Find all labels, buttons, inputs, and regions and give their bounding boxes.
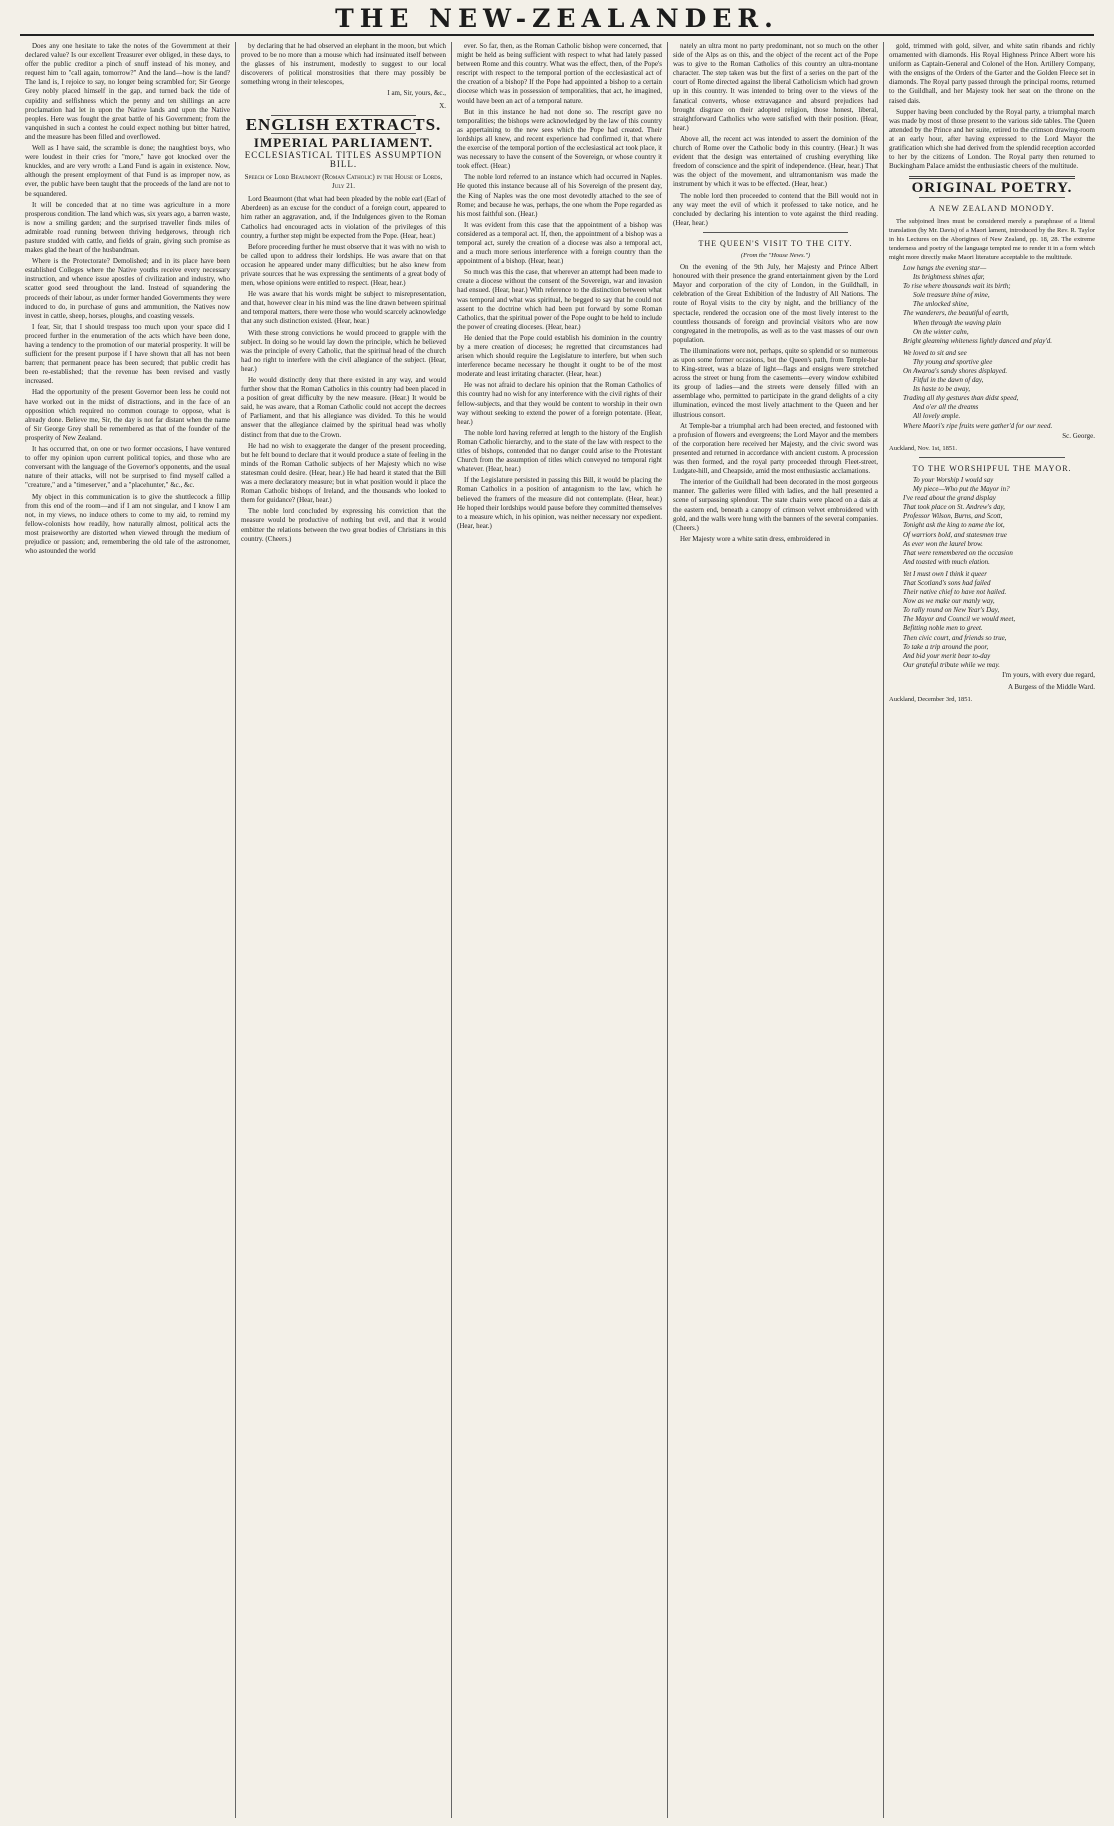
section-subheading: IMPERIAL PARLIAMENT.: [253, 134, 434, 150]
paragraph: If the Legislature persisted in passing this Bill, it would be placing the Roman Catholics in a position of antagonism to the law, which he believed the framers of the measure did not contemplate. (Hear, hear.) He hoped their lordships would pause before they committed themselves to a measure which, in his opinion, was neither necessary nor expedient. (Hear, hear.): [457, 476, 662, 530]
paragraph: Lord Beaumont (that what had been pleaded by the noble earl (Earl of Aberdeen) as an excuse for the conduct of a foreign court, appeared to him rather an aggravation, and, if the Indulgences given to the Roman Catholics had encouraged acts in violation of the privileges of this country, a further step might be expected from the Pope. (Hear, hear.): [241, 195, 446, 240]
column-5: [884, 42, 1100, 1818]
paragraph: I fear, Sir, that I should trespass too much upon your space did I proceed further in the enumeration of the acts which have been done, having a tendency to the promotion of our material prosperity. It will be sufficient for the present purpose if I have shown that all has not been barren; that permanent peace has been secured; that public credit has been re-established; that the revenue has been revised and vastly increased.: [25, 322, 230, 386]
paragraph: It was evident from this case that the appointment of a bishop was considered as a temporal act. If, then, the appointment of a bishop was a temporal act, surely the creation of a diocese was also a temporal act, and a much more serious interference with a foreign country than the appointment of a bishop. (Hear, hear.): [457, 220, 662, 266]
column-3: [452, 42, 668, 1818]
poem-line: Now as we make our manly way,: [903, 597, 995, 606]
poem-line: That took place on St. Andrew's day,: [903, 503, 1005, 512]
poem-line: To your Worship I would say: [913, 475, 994, 484]
article-heading: THE QUEEN'S VISIT TO THE CITY.: [698, 238, 853, 248]
poem-line: And bid your merit bear to-day: [903, 651, 991, 660]
poem-line: Thy young and sportive glee: [913, 357, 993, 366]
paragraph: nately an ultra mont no party predominant, not so much on the other side of the Alps as on this, and the object of the recent act of the Pope was to give to the Roman Catholics of this country an ultra-montane character. The step taken was but the first of a series on the part of the court of Rome directed against the liberal Catholicism which had grown up in this country. It was intended to bring over to the views of the fanatical converts, whose extravagance and absurd prejudices had brought disgrace on their adopted religion, those honest, liberal, straightforward Catholics who were satisfied with their position. (Hear, hear.): [673, 42, 878, 132]
paragraph: The noble lord referred to an instance which had occurred in Naples. He quoted this instance because all of his Sovereign of the present day, the King of Naples was the one most devotedly attached to the see of Rome; and because he was, perhaps, the one whom the Pope regarded as his most faithful son. (Hear.): [457, 173, 662, 218]
paragraph: With these strong convictions he would proceed to grapple with the subject. In doing so he would lay down the principle, which he believed was the principle of every Catholic, that the spiritual head of the church had no right to interfere with the civil allegiance of the subject. (Hear, hear.): [241, 328, 446, 373]
poem-line: Fitful in the dawn of day,: [913, 376, 984, 385]
article-heading: ECCLESIASTICAL TITLES ASSUMPTION BILL.: [244, 149, 443, 169]
paragraph: Above all, the recent act was intended to assert the dominion of the church of Rome over the Catholic body in this country. (Hear.) It was evident that the design was entertained of crushing everything like freedom of conscience and the spirit of independence. (Hear, hear.) That was the object of the movement, and ultramontanism was made the instrument by which it was to be effected. (Hear, hear.): [673, 134, 878, 189]
paragraph: He had no wish to exaggerate the danger of the present proceeding, but he felt bound to declare that it would produce a state of feeling in the minds of the Roman Catholic subjects of her Majesty which no wise statesman could desire. (Hear, hear.) He had heard it stated that the Bill was a mere declaratory measure; but in what position would it place the Roman Catholic bishops of Ireland, and the thousands who looked to them for guidance? (Hear, hear.): [241, 441, 446, 505]
paragraph: It has occurred that, on one or two former occasions, I have ventured to offer my opinion upon current political topics, and those who are conversant with the language of the Governor's opponents, and the usual nature of their attacks, will not be surprised to find myself called a "creature," and a "timeserver," and a "placehunter," &c., &c.: [25, 445, 230, 490]
paragraph: My object in this communication is to give the shuttlecock a fillip from this end of the room—and if I am not singular, and I know I am not, in my views, no induce others to come to my aid, to remind my fellow-colonists how readily, how naturally almost, political acts the most praiseworthy are distorted when viewed through the medium of prejudice or passion; and, remembering the old tale of the astronomer, who astounded the world: [25, 492, 230, 556]
article-credit: (From the "House News."): [740, 251, 811, 259]
section-heading: ENGLISH EXTRACTS.: [245, 114, 442, 134]
poem-line: To take a trip around the poor,: [903, 642, 989, 651]
poem-line: To rally round on New Year's Day,: [903, 606, 1000, 615]
poem-line: On the winter calm,: [913, 327, 969, 336]
poem-body: [889, 476, 1095, 670]
poem-line: Befitting noble men to greet.: [903, 624, 983, 633]
paragraph: The noble lord concluded by expressing his conviction that the measure would be productive of nothing but evil, and that it would embitter the relations between the two great bodies of Christians in this country. (Cheers.): [241, 507, 446, 543]
poem-title: A NEW ZEALAND MONODY.: [929, 204, 1055, 214]
paragraph: The noble lord having referred at length to the history of the English Roman Catholic hierarchy, and to the state of the law with respect to the titles of bishops, contended that no danger could arise to the Protestant Church from the assumption of titles which conveyed no temporal right whatever. (Hear, hear.): [457, 428, 662, 474]
paragraph: At Temple-bar a triumphal arch had been erected, and festooned with a profusion of flowers and evergreens; the Lord Mayor and the members of the corporation here received her Majesty, and the civic sword was presented and returned in accordance with ancient custom. A procession was then formed, and the royal party proceeded through Fleet-street, Ludgate-hill, and Cheapside, amid the most enthusiastic acclamations.: [673, 421, 878, 476]
poem-line: Our grateful tribute while we may.: [903, 660, 1000, 669]
divider: [703, 232, 848, 233]
poem-line: The Mayor and Council we would meet,: [903, 615, 1016, 624]
divider: [919, 457, 1065, 458]
paragraph: It will be conceded that at no time was agriculture in a more prosperous condition. The land which was, six years ago, a barren waste, is now a smiling garden; and the surprised traveller finds miles of admirable road running between thriving hedgerows, through rich pasture studded with cattle, and fields of grain, giving such promise as makes glad the heart of the husbandman.: [25, 200, 230, 255]
column-2: [236, 42, 452, 1818]
paragraph: Supper having been concluded by the Royal party, a triumphal march was made by most of those present to the various side tables. The Queen attended by the Prince and her suite, retired to the crimson drawing-room at an early hour, after having expressed to the Lord Mayor the gratification which she had derived from the splendid reception accorded to her by the citizens of London. The Royal party then returned to Buckingham Palace amidst the enthusiastic cheers of the multitude.: [889, 107, 1095, 171]
paragraph: He was not afraid to declare his opinion that the Roman Catholics of this country had no wish for any interference with the civil rights of their fellow-subjects, and that they would be content to worship in their own way without seeking to extend the power of a foreign potentate. (Hear, hear.): [457, 381, 662, 426]
paragraph: Well as I have said, the scramble is done; the naughtiest boys, who were loudest in their cries for "more," have got knocked over the knuckles, and are very wroth: a Land Fund is again in existence. Now, although the present employment of that Fund is as improper now, as ever, the public have been taught that the proceeds of the land are not to be squandered.: [25, 144, 230, 198]
divider: [919, 197, 1065, 198]
paragraph: So much was this the case, that wherever an attempt had been made to create a diocese without the consent of the Sovereign, war and invasion had ensued. (Hear, hear.) With reference to the distinction between what was temporal and what was spiritual, he begged to say that he could not assent to the doctrine which had been put forward by some Roman Catholics, that the spiritual power of the Pope ought to be held to include the power of creating dioceses. (Hear, hear.): [457, 268, 662, 331]
poem-signature: A Burgess of the Middle Ward.: [1007, 683, 1095, 691]
paragraph: He denied that the Pope could establish his dominion in the country by a mere creation of dioceses; he regretted that circumstances had arisen which should require the Legislature to interfere, but when such interference became necessary he thought it ought to be of the most moderate and least irritating character. (Hear, hear.): [457, 333, 662, 379]
masthead-title: THE NEW-ZEALANDER.: [20, 4, 1094, 36]
columns: [20, 42, 1100, 1818]
paragraph: Had the opportunity of the present Governor been less he could not have worked out in the midst of distractions, and in the face of an opposition which required no common courage to oppose, what is already done. Believe me, Sir, the day is not far distant when the name of Sir George Grey shall be remembered as that of the founder of the prosperity of New Zealand.: [25, 388, 230, 442]
signature-mark: X.: [439, 101, 446, 110]
poem-line: Yet I must own I think it queer: [903, 569, 987, 578]
poem-line: That were remembered on the occasion: [903, 548, 1013, 557]
poem-line: To rise where thousands wait its birth;: [903, 282, 1011, 291]
poem-line: Of warriors bold, and statesmen true: [903, 530, 1007, 539]
poem-line: That Scotland's sons had failed: [903, 578, 991, 587]
poem-line: On Awaroa's sandy shores displayed.: [903, 367, 1008, 375]
poem-line: Then civic court, and friends so true,: [903, 633, 1007, 642]
poem-line: Tonight ask the king to name the lot,: [903, 521, 1005, 530]
poem-line: Bright gleaming whiteness lightly danced and play'd.: [903, 336, 1053, 345]
poem-line: Where Maori's ripe fruits were gather'd for our need.: [903, 421, 1053, 430]
poem-line: The unlocked shine,: [913, 300, 969, 309]
poem-body: [889, 264, 1095, 431]
poem-line: As ever won the laurel brow.: [903, 539, 983, 548]
column-1: [20, 42, 236, 1818]
paragraph: Before proceeding further he must observe that it was with no wish to be called upon to address their lordships. He was aware that on that occasion he appeared under many difficulties; but he also knew from private sources that he was expressing the sentiments of a great body of men, whose opinions were entitled to respect. (Hear, hear.): [241, 242, 446, 288]
paragraph: gold, trimmed with gold, silver, and white satin ribands and richly ornamented with diamonds. His Royal Highness Prince Albert wore his uniform as Captain-General and Colonel of the Hon. Artillery Company, with the ensigns of the Orders of the Garter and the Golden Fleece set in diamonds. The Royal party passed through the principal rooms, returned to the Guildhall, and her Majesty took her seat on the throne on the raised dais.: [889, 42, 1095, 105]
poem-line: Professor Wilson, Burns, and Scott,: [903, 512, 1003, 521]
poem-date: Auckland, December 3rd, 1851.: [889, 696, 973, 704]
poem-line: Trading all thy gestures than didst speed,: [903, 394, 1019, 403]
poem-line: Sole treasure thine of mine,: [913, 291, 990, 300]
poem-line: All lovely ample.: [913, 412, 961, 421]
paragraph: The illuminations were not, perhaps, quite so splendid or so numerous as upon some former occasions, but the Queen's path, from Temple-bar to King-street, was a blaze of light—flags and ensigns were stretched across the street or hung from the casements—every window exhibited its group of ladies—and the streets were densely filled with an assemblage who, permitted to participate in the grand delights of a city illumination, evinced the most lively attachment to the Queen and her illustrious consort.: [673, 346, 878, 419]
poem-line: The wanderers, the beautiful of earth,: [903, 309, 1009, 318]
paragraph: ever. So far, then, as the Roman Catholic bishop were concerned, that might be held as being sufficient with respect to what had lately passed between Rome and this country. What was the effect, then, of the Pope's rescript with respect to the temporal portion of the ecclesiastical act of the creation of a bishop? If the Pope had appointed a bishop to a certain diocese which was in possession of temporalities, that act, he imagined, would have been an act of a temporal nature.: [457, 42, 662, 105]
paragraph: The noble lord then proceeded to contend that the Bill would not in any way meet the evil of which it professed to take notice, and he concluded by declaring his intention to vote against the third reading. (Hear, hear.): [673, 191, 878, 227]
paragraph: On the evening of the 9th July, her Majesty and Prince Albert honoured with their presence the grand entertainment given by the Lord Mayor and corporation of the city of London, in the Guildhall, in celebration of the Great Exhibition of the Industry of All Nations. The route of Royal visits to the city by night, and the brilliancy of the spectacle, rendered the occasion one of the most lively interest to the countless thousands of foreign and provincial visitors who are now congregated in the metropolis, as well as to the vast masses of our own population.: [673, 263, 878, 344]
poem-line: We loved to sit and see: [903, 348, 967, 357]
poem-line: Its brightness shines afar,: [913, 273, 985, 282]
poem-signature: Sc. George.: [1062, 431, 1095, 440]
poem-title: TO THE WORSHIPFUL THE MAYOR.: [912, 463, 1072, 473]
poem-line: I've read about the grand display: [903, 494, 996, 503]
poem-line: Low hangs the evening star—: [903, 263, 987, 272]
poem-note: The subjoined lines must be considered merely a paraphrase of a literal translation (by Mr. Davis) of a Maori lament, introduced by the Rev. R. Taylor in his Lectures on the Aborigines of New Zealand, pp. 18, 28. The extreme tenderness and poetry of the language tempted me to render it in a form which might more directly make Maori literature acceptable to the multitude.: [889, 217, 1095, 261]
paragraph: But in this instance he had not done so. The rescript gave no temporalities; the bishops were acknowledged by the law of this country as appertaining to the new sees which the Pope had created. Their lordships all knew, and recent experience had confirmed it, that where the exercise of the temporal portion of the ecclesiastical act took place, it was necessary to have the consent of the Sovereign, or whose country it took effect. (Hear.): [457, 107, 662, 171]
article-subheading: Speech of Lord Beaumont (Roman Catholic) in the House of Lords, July 21.: [244, 173, 443, 191]
poem-line: And o'er all the dreams: [913, 403, 979, 412]
paragraph: Where is the Protectorate? Demolished; and in its place have been established Colleges where the Native youths receive every necessary instruction, and whence issue apostles of civilization and industry, who scatter good seed throughout the land. Instead of squandering the proceeds of their labour, as under former handed Governments they were induced to do, in purchase of guns and ammunition, the Natives now invest in cattle, sheep, horses, ploughs, and coasting vessels.: [25, 257, 230, 320]
paragraph: He would distinctly deny that there existed in any way, and would further show that the Roman Catholics in this country had been placed in a position of great difficulty by the new measure. (Hear.) It would be said, he was aware, that a Roman Catholic could not accept the decrees of Parliament, and that his allegiance was divided. To this he would answer that the allegiance claimed by the spiritual head was wholly distinct from that due to the Crown.: [241, 376, 446, 439]
poem-signature: I'm yours, with every due regard,: [1002, 670, 1095, 679]
divider: [909, 176, 1075, 179]
signature-line: I am, Sir, yours, &c.,: [387, 89, 446, 98]
poem-line: When through the waving plain: [913, 318, 1002, 327]
paragraph: The interior of the Guildhall had been decorated in the most gorgeous manner. The galleries were filled with ladies, and the hall presented a scene of surpassing splendour. The state chairs were placed on a dais at the eastern end, beneath a canopy of crimson velvet embroidered with gold, and the walls were hung with the banners of the several companies. (Cheers.): [673, 478, 878, 532]
poem-line: My piece—Who put the Mayor in?: [913, 485, 1010, 494]
paragraph: by declaring that he had observed an elephant in the moon, but which proved to be no more than a mouse which had insinuated itself between the glasses of his instrument, modestly to suggest to our local discoverers of political monstrosities that there may possibly be something wrong in their telescopes,: [241, 42, 446, 87]
paragraph: Her Majesty wore a white satin dress, embroidered in: [680, 534, 830, 543]
poem-line: Its haste to be away,: [913, 385, 970, 394]
poem-date: Auckland, Nov. 1st, 1851.: [889, 444, 958, 452]
paragraph: He was aware that his words might be subject to misrepresentation, and that, however clear in his mind was the line drawn between spiritual and temporal matters, there were those who would scarcely acknowledge that any such distinction existed. (Hear, hear.): [241, 290, 446, 326]
poem-line: And toasted with much elation.: [903, 557, 990, 566]
poem-line: Their native chief to have not hailed.: [903, 588, 1007, 597]
section-heading: ORIGINAL POETRY.: [911, 180, 1073, 197]
paragraph: Does any one hesitate to take the notes of the Government at their declared value? Is our excellent Treasurer ever obliged, in these days, to offer the public creditor a pinch of snuff instead of his money, and request him to "call again, tomorrow?" And the land—how is the land? The land is, I rejoice to say, no longer being scrambled for; Sir George Grey nobly placed himself in the gap, and turned back the tide of cupidity and selfishness which the penny and ten shillings an acre proclamation had let in upon the Native lands and upon the Native peoples. Here was fought the great battle of his Government; from the vanquished in such a contest he could expect nothing but bitter hatred, and the measure has been filled and overflowed.: [25, 42, 230, 141]
column-4: [668, 42, 884, 1818]
